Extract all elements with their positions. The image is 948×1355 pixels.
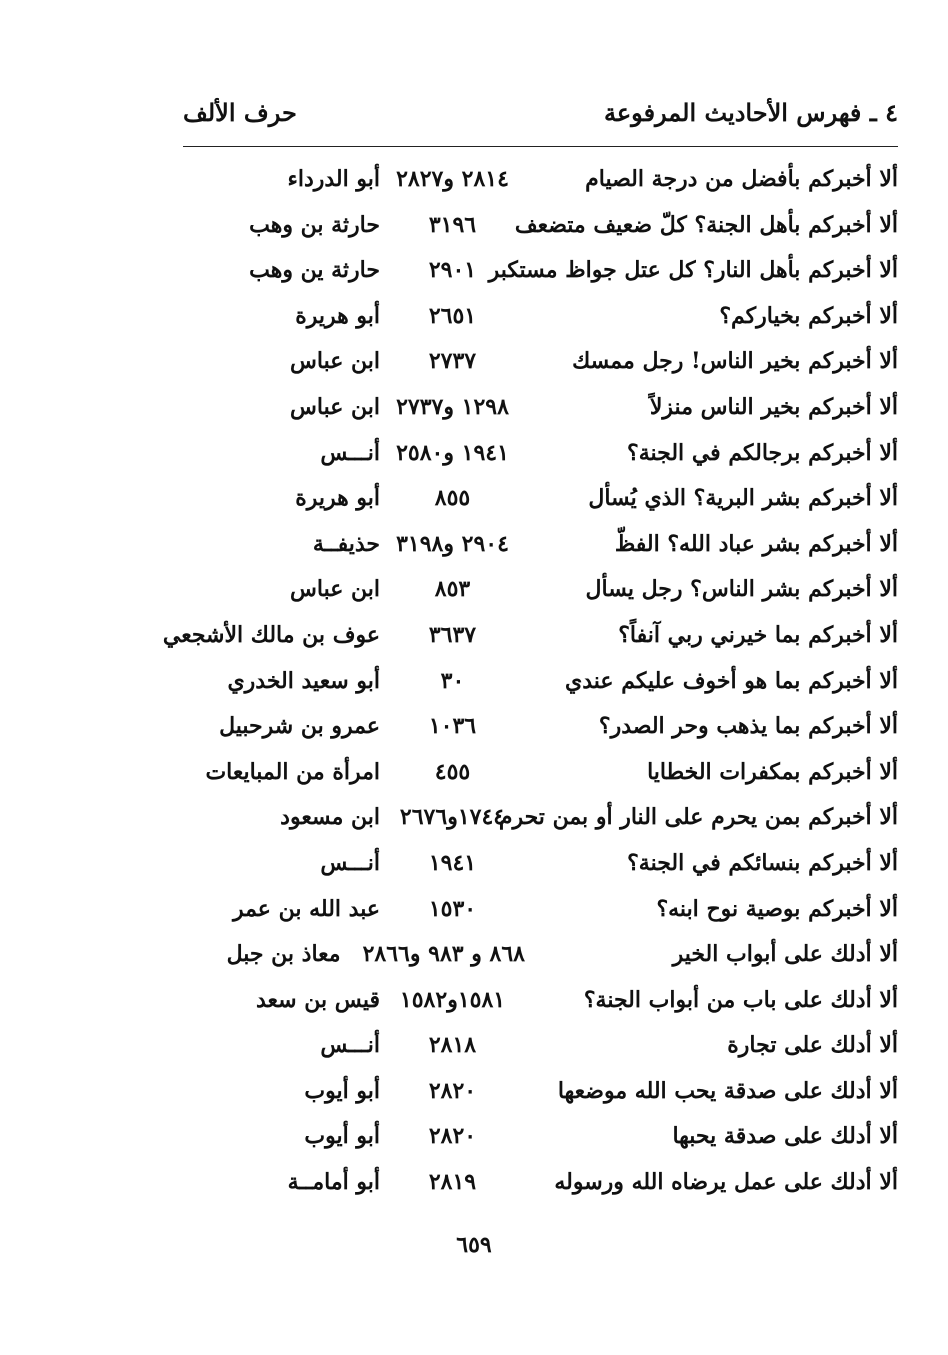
hadith-number: ١٩٤١ و٢٥٨٠: [396, 439, 509, 466]
hadith-number: ١٥٨١و١٥٨٢: [399, 986, 506, 1013]
hadith-number: ٢٩٠٤ و٣١٩٨: [396, 530, 509, 557]
hadith-number: ١٠٣٦: [428, 713, 477, 740]
hadith-text: ألا أخبركم بخير الناس! رجل ممسك: [572, 348, 898, 375]
hadith-text: ألا أدلك على صدقة يحب الله موضعها: [557, 1077, 898, 1104]
narrator-name: عبد الله بن عمر: [232, 895, 380, 922]
hadith-number: ٢٩٠١: [428, 257, 477, 284]
narrator-name: عمرو بن شرحبيل: [219, 713, 380, 740]
hadith-text: ألا أخبركم برجالكم في الجنة؟: [627, 439, 898, 466]
chapter-title: حرف الألف: [183, 98, 297, 127]
narrator-name: أبو الدرداء: [287, 166, 380, 192]
narrator-name: حارثة بن وهب: [249, 211, 380, 238]
narrator-name: ابن عباس: [290, 576, 380, 603]
hadith-text: ألا أخبركم بما يذهب وحر الصدر؟: [598, 713, 898, 740]
hadith-text: ألا أخبركم بخياركم؟: [719, 302, 898, 329]
index-entry-row: [160, 525, 898, 571]
narrator-name: أبو أيوب: [304, 1123, 380, 1150]
hadith-number: ٢٨٢٠: [428, 1077, 477, 1104]
hadith-number: ٨٥٣: [434, 576, 471, 603]
narrator-name: أبو هريرة: [295, 302, 380, 329]
narrator-name: ابن عباس: [290, 348, 380, 375]
narrator-name: ابن عباس: [290, 393, 380, 420]
hadith-number: ١٥٣٠: [428, 895, 477, 922]
hadith-number: ٢٨١٤ و٢٨٢٧: [396, 166, 509, 192]
index-entry-row: [160, 753, 898, 799]
hadith-number: ٢٨٢٠: [428, 1123, 477, 1150]
index-entry-row: [160, 662, 898, 708]
index-entry-row: [160, 1072, 898, 1118]
narrator-name: أبو أمامــة: [287, 1169, 380, 1196]
hadith-text: ألا أخبركم بأهل النار؟ كل عتل جواظ مستكبر: [488, 257, 898, 284]
index-entry-row: [160, 206, 898, 252]
index-entry-row: [160, 1117, 898, 1163]
index-entry-row: [160, 479, 898, 525]
narrator-name: حارثة ين وهب: [249, 257, 380, 284]
hadith-number: ٢٨١٨: [428, 1032, 477, 1059]
index-entry-row: [160, 342, 898, 388]
hadith-text: ألا أدلك على تجارة: [727, 1032, 898, 1059]
narrator-name: حذيفــة: [312, 530, 380, 557]
hadith-number: ٢٧٣٧: [428, 348, 477, 375]
hadith-text: ألا أخبركم بأهل الجنة؟ كلّ ضعيف متضعف: [514, 211, 898, 238]
hadith-number: ١٢٩٨ و٢٧٣٧: [396, 393, 509, 420]
index-entry-row: [160, 935, 898, 981]
hadith-number: ٣٠: [440, 667, 465, 694]
index-entry-row: [160, 890, 898, 936]
index-entry-row: [160, 707, 898, 753]
hadith-number: ٨٥٥: [434, 485, 471, 512]
hadith-number: ٤٥٥: [434, 758, 471, 785]
narrator-name: أنـــس: [320, 1032, 380, 1059]
section-title: ٤ ـ فهرس الأحاديث المرفوعة: [603, 98, 898, 127]
hadith-text: ألا أدلك على عمل يرضاه الله ورسوله: [554, 1169, 898, 1196]
hadith-number: ٣٦٣٧: [428, 621, 477, 648]
index-entry-row: [160, 434, 898, 480]
index-entry-row: [160, 798, 898, 844]
hadith-text: ألا أخبركم بمن يحرم على النار أو بمن تحرم: [498, 804, 898, 831]
index-entry-row: [160, 981, 898, 1027]
hadith-number: ٢٨١٩: [428, 1169, 477, 1196]
hadith-text: ألا أدلك على أبواب الخير: [672, 941, 898, 968]
hadith-number: ١٧٤٤و٢٦٧٦: [399, 804, 506, 831]
narrator-name: قيس بن سعد: [256, 986, 380, 1013]
hadith-text: ألا أدلك على صدقة يحبها: [672, 1123, 898, 1150]
narrator-name: أبو سعيد الخدري: [227, 667, 380, 694]
hadith-text: ألا أخبركم بشر الناس؟ رجل يسأل: [585, 576, 898, 603]
hadith-text: ألا أدلك على باب من أبواب الجنة؟: [583, 986, 898, 1013]
page-header: [183, 98, 898, 138]
index-entry-row: [160, 160, 898, 206]
narrator-name: أبو هريرة: [295, 485, 380, 512]
index-entry-row: [160, 297, 898, 343]
index-entry-row: [160, 1026, 898, 1072]
index-entry-row: [160, 616, 898, 662]
hadith-number: ٨٦٨ و ٩٨٣ و٢٨٦٦: [362, 941, 525, 968]
narrator-name: أنـــس: [320, 849, 380, 876]
narrator-name: ابن مسعود: [280, 804, 380, 831]
hadith-number: ٢٦٥١: [428, 302, 477, 329]
hadith-text: ألا أخبركم بشر البرية؟ الذي يُسأل: [588, 485, 898, 512]
header-divider: [183, 146, 898, 147]
hadith-index-list: [160, 160, 898, 1209]
narrator-name: عوف بن مالك الأشجعي: [162, 621, 380, 648]
hadith-number: ٣١٩٦: [428, 211, 477, 238]
narrator-name: أبو أيوب: [304, 1077, 380, 1104]
hadith-text: ألا أخبركم بما خيرني ربي آنفاً؟: [618, 621, 898, 648]
index-entry-row: [160, 570, 898, 616]
index-entry-row: [160, 1163, 898, 1209]
hadith-text: ألا أخبركم بوصية نوح ابنه؟: [656, 895, 898, 922]
index-entry-row: [160, 844, 898, 890]
narrator-name: امرأة من المبايعات: [205, 758, 380, 785]
hadith-text: ألا أخبركم بمكفرات الخطايا: [647, 758, 898, 785]
narrator-name: أنـــس: [320, 439, 380, 466]
hadith-text: ألا أخبركم بنسائكم في الجنة؟: [627, 849, 898, 876]
index-entry-row: [160, 388, 898, 434]
index-entry-row: [160, 251, 898, 297]
hadith-text: ألا أخبركم بما هو أخوف عليكم عندي: [565, 667, 898, 694]
reference-and-narrator: [227, 941, 525, 967]
hadith-text: ألا أخبركم بأفضل من درجة الصيام: [585, 166, 898, 192]
hadith-number: ١٩٤١: [428, 849, 477, 876]
narrator-name: معاذ بن جبل: [226, 941, 341, 968]
hadith-text: ألا أخبركم بشر عباد الله؟ الفظّ: [614, 530, 898, 557]
hadith-text: ألا أخبركم بخير الناس منزلاً: [649, 393, 898, 420]
page-number: ٦٥٩: [456, 1232, 492, 1258]
